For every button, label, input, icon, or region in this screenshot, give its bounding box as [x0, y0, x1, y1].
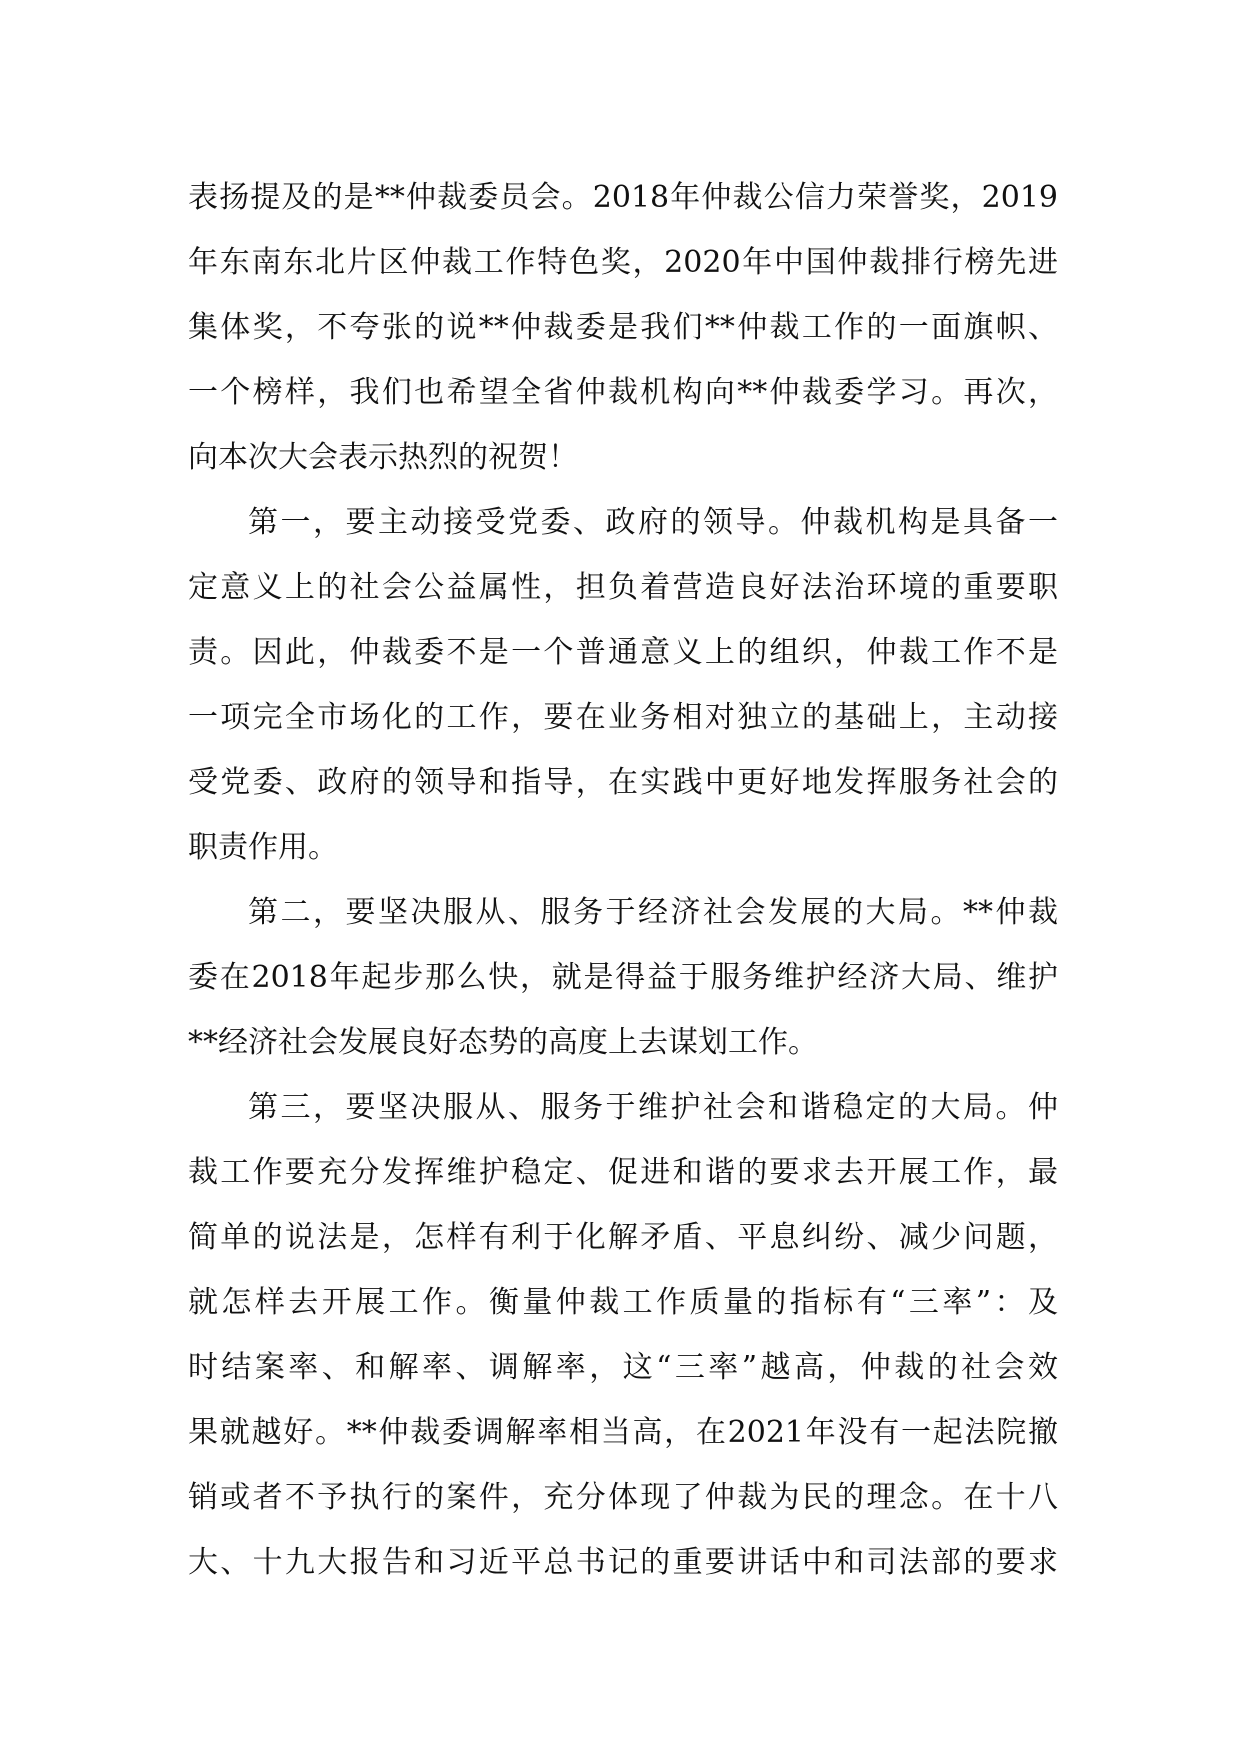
document-body	[188, 165, 1058, 1595]
paragraph-intro	[188, 165, 1058, 490]
paragraph-third	[188, 1075, 1058, 1595]
text-line: 销或者不予执行的案件，充分体现了仲裁为民的理念。在十八	[188, 1480, 1058, 1515]
text-line: 定意义上的社会公益属性，担负着营造良好法治环境的重要职	[188, 570, 1058, 605]
text-line: 表扬提及的是**仲裁委员会。2018年仲裁公信力荣誉奖，2019	[188, 180, 1058, 215]
text-line: 责。因此，仲裁委不是一个普通意义上的组织，仲裁工作不是	[188, 635, 1058, 670]
text-line: 一项完全市场化的工作，要在业务相对独立的基础上，主动接	[188, 700, 1058, 735]
text-line: 大、十九大报告和习近平总书记的重要讲话中和司法部的要求	[188, 1545, 1058, 1580]
text-line: 第三，要坚决服从、服务于维护社会和谐稳定的大局。仲	[248, 1090, 1058, 1125]
text-line: 第一，要主动接受党委、政府的领导。仲裁机构是具备一	[248, 505, 1058, 540]
text-line: 委在2018年起步那么快，就是得益于服务维护经济大局、维护	[188, 960, 1058, 995]
text-line: 向本次大会表示热烈的祝贺！	[188, 440, 578, 475]
text-line: **经济社会发展良好态势的高度上去谋划工作。	[188, 1025, 818, 1060]
text-line: 就怎样去开展工作。衡量仲裁工作质量的指标有“三率”：及	[188, 1285, 1058, 1320]
paragraph-first	[188, 490, 1058, 880]
text-line: 简单的说法是，怎样有利于化解矛盾、平息纠纷、减少问题，	[188, 1220, 1058, 1255]
text-line: 裁工作要充分发挥维护稳定、促进和谐的要求去开展工作，最	[188, 1155, 1058, 1190]
paragraph-second	[188, 880, 1058, 1075]
text-line: 时结案率、和解率、调解率，这“三率”越高，仲裁的社会效	[188, 1350, 1058, 1385]
text-line: 一个榜样，我们也希望全省仲裁机构向**仲裁委学习。再次，	[188, 375, 1058, 410]
text-line: 集体奖，不夸张的说**仲裁委是我们**仲裁工作的一面旗帜、	[188, 310, 1058, 345]
text-line: 受党委、政府的领导和指导，在实践中更好地发挥服务社会的	[188, 765, 1058, 800]
text-line: 职责作用。	[188, 830, 338, 865]
text-line: 果就越好。**仲裁委调解率相当高，在2021年没有一起法院撤	[188, 1415, 1058, 1450]
text-line: 年东南东北片区仲裁工作特色奖，2020年中国仲裁排行榜先进	[188, 245, 1058, 280]
text-line: 第二，要坚决服从、服务于经济社会发展的大局。**仲裁	[248, 895, 1058, 930]
